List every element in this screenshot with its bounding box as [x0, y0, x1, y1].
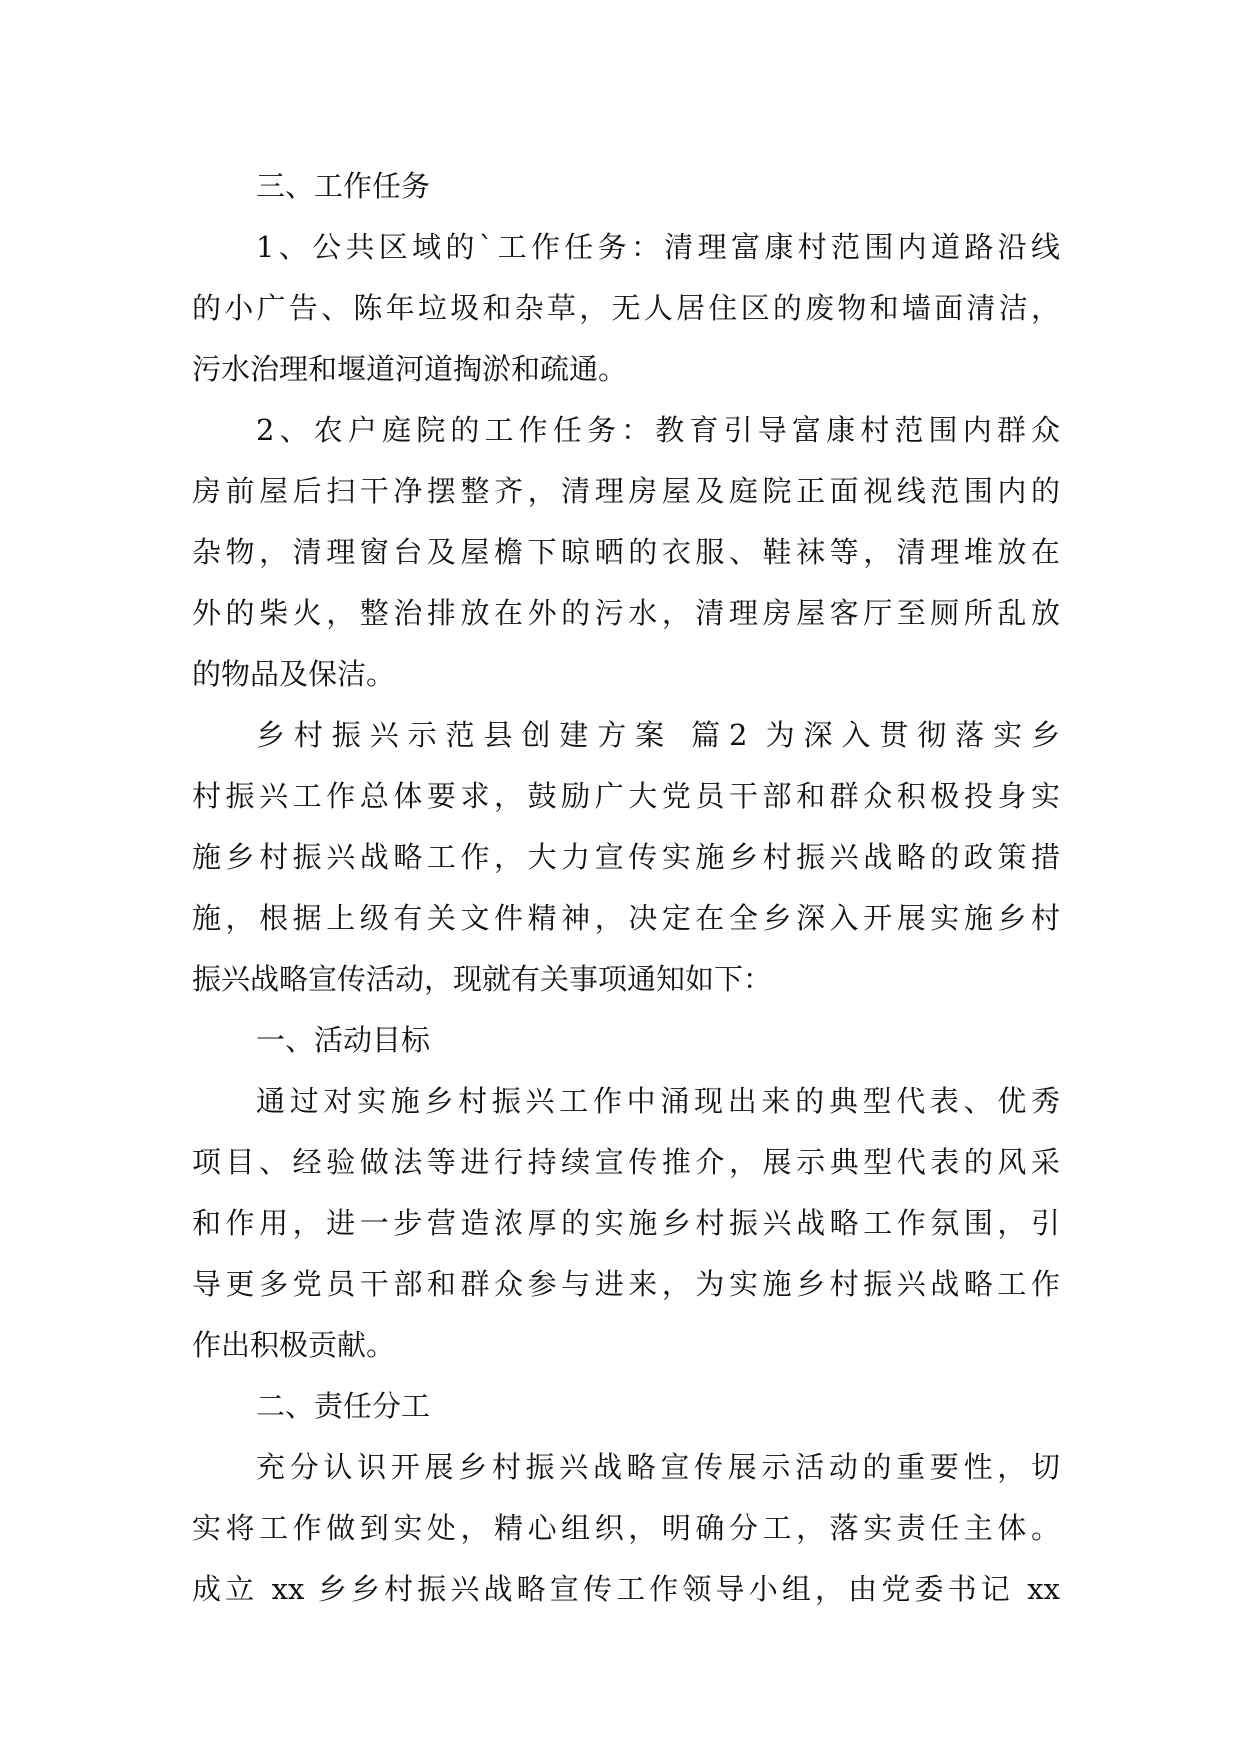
document-text-line: 项目、经验做法等进行持续宣传推介，展示典型代表的风采: [192, 1145, 1060, 1179]
document-text-line: 作出积极贡献。: [192, 1328, 396, 1362]
document-text-line: 2、农户庭院的工作任务：教育引导富康村范围内群众: [256, 413, 1060, 447]
document-text-line: 实将工作做到实处，精心组织，明确分工，落实责任主体。: [192, 1511, 1060, 1545]
document-text-line: 三、工作任务: [256, 169, 431, 203]
document-text-line: 导更多党员干部和群众参与进来，为实施乡村振兴战略工作: [192, 1267, 1060, 1301]
document-text-line: 成立 xx 乡乡村振兴战略宣传工作领导小组，由党委书记 xx: [192, 1572, 1060, 1606]
document-text-line: 二、责任分工: [256, 1389, 431, 1423]
document-text-line: 乡村振兴示范县创建方案 篇2 为深入贯彻落实乡: [256, 718, 1060, 752]
document-text-line: 施，根据上级有关文件精神，决定在全乡深入开展实施乡村: [192, 901, 1060, 935]
document-text-line: 振兴战略宣传活动，现就有关事项通知如下：: [192, 962, 773, 996]
document-text-line: 1、公共区域的`工作任务：清理富康村范围内道路沿线: [256, 230, 1060, 264]
document-text-line: 外的柴火，整治排放在外的污水，清理房屋客厅至厕所乱放: [192, 596, 1060, 630]
document-text-line: 的小广告、陈年垃圾和杂草，无人居住区的废物和墙面清洁，: [192, 291, 1060, 325]
document-text-line: 杂物，清理窗台及屋檐下晾晒的衣服、鞋袜等，清理堆放在: [192, 535, 1060, 569]
document-text-line: 通过对实施乡村振兴工作中涌现出来的典型代表、优秀: [256, 1084, 1060, 1118]
document-text-line: 房前屋后扫干净摆整齐，清理房屋及庭院正面视线范围内的: [192, 474, 1060, 508]
document-text-line: 污水治理和堰道河道掏淤和疏通。: [192, 352, 628, 386]
document-text-line: 的物品及保洁。: [192, 657, 396, 691]
document-text-line: 和作用，进一步营造浓厚的实施乡村振兴战略工作氛围，引: [192, 1206, 1060, 1240]
document-text-line: 充分认识开展乡村振兴战略宣传展示活动的重要性，切: [256, 1450, 1060, 1484]
document-text-line: 施乡村振兴战略工作，大力宣传实施乡村振兴战略的政策措: [192, 840, 1060, 874]
document-text-line: 一、活动目标: [256, 1023, 431, 1057]
document-text-line: 村振兴工作总体要求，鼓励广大党员干部和群众积极投身实: [192, 779, 1060, 813]
document-body: [192, 156, 1060, 1620]
